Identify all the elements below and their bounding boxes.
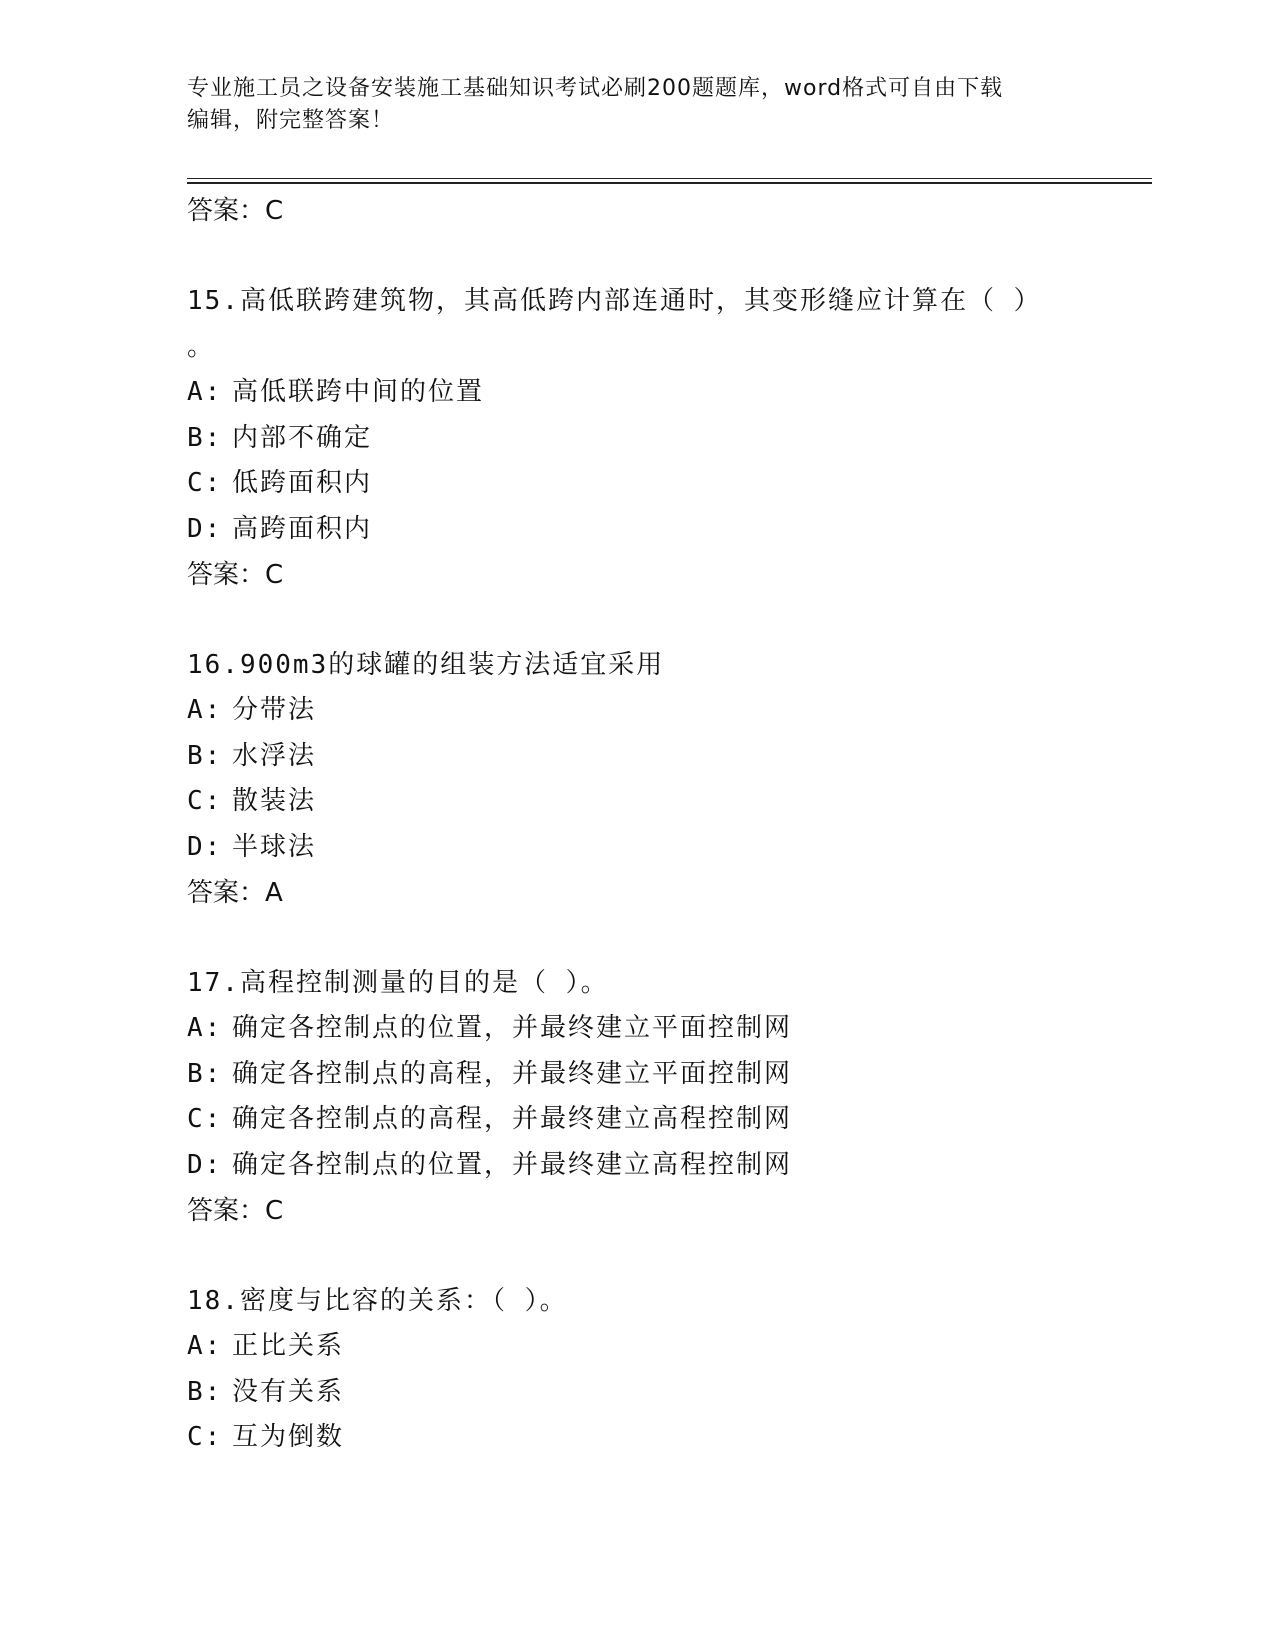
option-text: 分带法 (232, 695, 317, 725)
option-a (187, 1006, 1147, 1052)
option-text: 确定各控制点的位置，并最终建立高程控制网 (232, 1149, 793, 1180)
answer-previous: 答案：C (187, 196, 284, 226)
question-15 (187, 278, 1147, 598)
option-text: 低跨面积内 (232, 468, 373, 498)
question-text-continued: 。 (187, 332, 216, 362)
option-d (187, 507, 1147, 553)
question-text: 16.900m3的球罐的组装方法适宜采用 (187, 650, 665, 680)
option-text: 没有关系 (232, 1376, 345, 1407)
option-c (187, 779, 1147, 825)
document-body (187, 188, 1147, 1505)
option-letter: C: (187, 1104, 223, 1134)
option-text: 水浮法 (232, 740, 317, 771)
option-text: 互为倒数 (232, 1422, 345, 1452)
option-b (187, 1370, 1147, 1416)
question-16 (187, 642, 1147, 916)
option-a (187, 1324, 1147, 1370)
option-letter: B: (187, 1376, 223, 1407)
option-text: 确定各控制点的位置，并最终建立平面控制网 (232, 1013, 793, 1043)
option-text: 高跨面积内 (232, 513, 373, 544)
option-letter: D: (187, 1149, 223, 1180)
question-text: 18.密度与比容的关系：（ ）。 (187, 1286, 568, 1316)
question-17 (187, 960, 1147, 1234)
option-letter: A: (187, 377, 223, 407)
question-text: 17.高程控制测量的目的是（ ）。 (187, 968, 609, 998)
option-letter: A: (187, 1331, 223, 1361)
option-b (187, 1052, 1147, 1098)
header-line-1: 专业施工员之设备安装施工基础知识考试必刷200题题库，word格式可自由下载 (187, 76, 1004, 101)
option-d (187, 1143, 1147, 1189)
option-c (187, 1097, 1147, 1143)
question-text: 15.高低联跨建筑物，其高低跨内部连通时，其变形缝应计算在（ ） (187, 286, 1042, 316)
option-text: 内部不确定 (232, 422, 373, 453)
option-text: 确定各控制点的高程，并最终建立平面控制网 (232, 1058, 793, 1089)
option-d (187, 825, 1147, 871)
option-b (187, 416, 1147, 462)
option-c (187, 1415, 1147, 1461)
header-divider-thin (187, 178, 1152, 179)
header-divider-thick (187, 182, 1152, 184)
answer: 答案：C (187, 1196, 284, 1226)
option-b (187, 734, 1147, 780)
option-letter: D: (187, 831, 223, 862)
option-text: 半球法 (232, 831, 317, 862)
option-letter: B: (187, 422, 223, 453)
option-letter: C: (187, 786, 223, 816)
option-letter: A: (187, 695, 223, 725)
option-letter: C: (187, 468, 223, 498)
answer: 答案：A (187, 878, 283, 908)
option-letter: B: (187, 1058, 223, 1089)
option-a (187, 688, 1147, 734)
option-letter: A: (187, 1013, 223, 1043)
option-text: 正比关系 (232, 1331, 345, 1361)
document-header (187, 73, 1087, 137)
option-text: 确定各控制点的高程，并最终建立高程控制网 (232, 1104, 793, 1134)
option-text: 高低联跨中间的位置 (232, 377, 485, 407)
option-letter: C: (187, 1422, 223, 1452)
header-line-2: 编辑，附完整答案！ (187, 108, 395, 133)
question-18 (187, 1278, 1147, 1461)
option-a (187, 370, 1147, 416)
option-letter: D: (187, 513, 223, 544)
option-c (187, 461, 1147, 507)
answer: 答案：C (187, 560, 284, 590)
option-text: 散装法 (232, 786, 317, 816)
option-letter: B: (187, 740, 223, 771)
